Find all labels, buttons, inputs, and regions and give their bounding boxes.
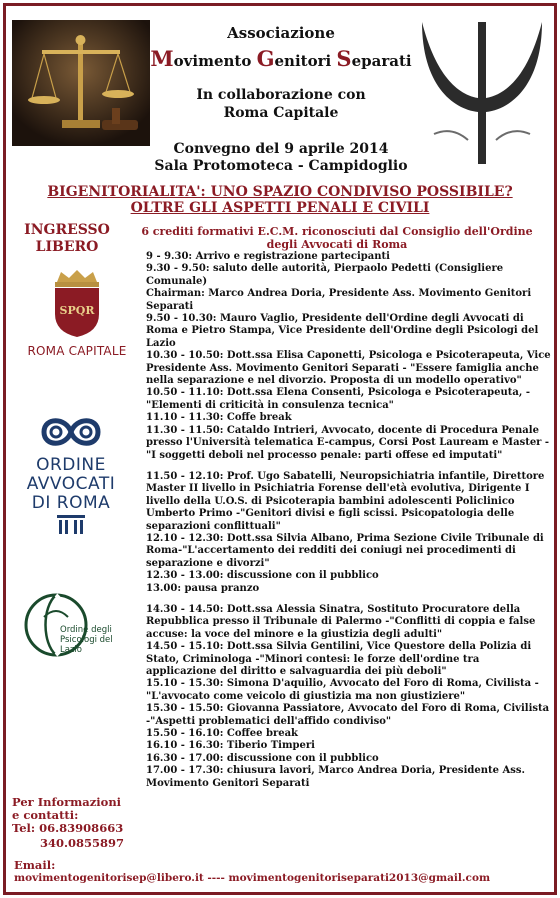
program-item: 16.30 - 17.00: discussione con il pubblico xyxy=(146,752,379,764)
program-item: 17.00 - 17.30: chiusura lavori, Marco Andrea Doria, Presidente Ass. Movimento Genitori Separati xyxy=(146,765,525,789)
email-label: Email: xyxy=(14,858,56,872)
ordine-avvocati-logo: ORDINE AVVOCATI DI ROMA xyxy=(16,412,126,539)
program-item: 16.10 - 16.30: Tiberio Timperi xyxy=(146,740,315,752)
ordine-psicologi-logo: Ordine degli Psicologi del Lazio xyxy=(22,587,122,667)
program-item: 15.10 - 15.30: Simona D'aquilio, Avvocato del Foro di Roma, Civilista -"L'avvocato come veicolo di giustizia ma non giustiziere" xyxy=(146,678,539,702)
knot-icon xyxy=(36,412,106,452)
program-item: 12.10 - 12.30: Dott.ssa Silvia Albano, Prima Sezione Civile Tribunale di Roma-"L'accertamento dei redditi dei coniugi nei procedimenti di separazione e divorzi" xyxy=(146,532,544,569)
collaboration-text: In collaborazione con Roma Capitale xyxy=(196,87,366,121)
program-item: 12.30 - 13.00: discussione con il pubblico xyxy=(146,570,379,582)
event-title: BIGENITORIALITA': UNO SPAZIO CONDIVISO POSSIBILE? OLTRE GLI ASPETTI PENALI E CIVILI xyxy=(47,184,513,216)
fasces-icon xyxy=(51,513,91,535)
justice-scales-image xyxy=(12,20,150,146)
program-item: 15.50 - 16.10: Coffee break xyxy=(146,728,298,740)
program-list xyxy=(146,251,552,790)
program-item: 14.50 - 15.10: Dott.ssa Silvia Gentilini, Vice Questore della Polizia di Stato, Criminologa -"Minori contesi: le forze dell'ordine tra applicazione del diritto e salvaguardia dei più deboli" xyxy=(146,641,532,677)
roma-shield-icon xyxy=(47,270,107,338)
spacer xyxy=(146,462,552,471)
program-item: 14.30 - 14.50: Dott.ssa Alessia Sinatra, Sostituto Procuratore della Repubblica presso il Tribunale di Palermo -"Conflitti di coppia e false accuse: la voce del minore e la giustizia degli adulti" xyxy=(146,603,536,640)
program-item: 10.50 - 11.10: Dott.ssa Elena Consenti, Psicologa e Psicoterapeuta, -"Elementi di criticità in consulenza tecnica" xyxy=(146,387,530,411)
association-name: Movimento Genitori Separati xyxy=(150,46,412,71)
program-item: 9 - 9.30: Arrivo e registrazione partecipanti xyxy=(146,251,390,262)
program-item: 13.00: pausa pranzo xyxy=(146,582,260,594)
program-item: Chairman: Marco Andrea Doria, Presidente Ass. Movimento Genitori Separati xyxy=(146,288,532,312)
program-item: 11.10 - 11.30: Coffe break xyxy=(146,412,292,424)
program-item: 10.30 - 10.50: Dott.ssa Elisa Caponetti, Psicologa e Psicoterapeuta, Vice Presidente Ass. Movimento Genitori Separati - "Essere famiglia anche nella separazione e nel divorzio. Proposta di un modello operativo" xyxy=(146,350,551,387)
ecm-credits-note: 6 crediti formativi E.C.M. riconosciuti dal Consiglio dell'Ordine degli Avvocati di Roma xyxy=(141,225,533,251)
program-item: 9.50 - 10.30: Mauro Vaglio, Presidente dell'Ordine degli Avvocati di Roma e Pietro Stampa, Vice Presidente dell'Ordine degli Psicologi del Lazio xyxy=(146,313,539,349)
psi-logo-image xyxy=(412,14,552,164)
program-item: 11.50 - 12.10: Prof. Ugo Sabatelli, Neuropsichiatria infantile, Direttore Master II livello in Psichiatria Forense dell'età evolutiva, Dirigente I livello della U.O.S. di Psicoterapia bambini adolescenti Policlinico Umberto Primo -"Genitori divisi e figli scissi. Psicopatologia delle separazioni conflittuali" xyxy=(146,470,545,532)
spacer xyxy=(146,595,552,604)
conference-info: Convegno del 9 aprile 2014 Sala Protomoteca - Campidoglio xyxy=(154,141,408,174)
association-label: Associazione xyxy=(227,24,335,42)
phone-number[interactable]: Tel: 06.83908663 xyxy=(12,821,124,835)
roma-capitale-logo: SPQR ROMA CAPITALE xyxy=(22,270,132,360)
free-entry-label: INGRESSO LIBERO xyxy=(24,222,110,255)
email-addresses[interactable]: movimentogenitorisep@libero.it ---- movimentogenitoriseparati2013@gmail.com xyxy=(14,872,491,884)
program-item: 15.30 - 15.50: Giovanna Passiatore, Avvocato del Foro di Roma, Civilista -"Aspetti problematici dell'affido condiviso" xyxy=(146,703,550,727)
program-item: 9.30 - 9.50: saluto delle autorità, Pierpaolo Pedetti (Consigliere Comunale) xyxy=(146,263,504,287)
phone-number[interactable]: 340.0855897 xyxy=(40,836,125,850)
svg-text:SPQR: SPQR xyxy=(59,304,95,317)
program-item: 11.30 - 11.50: Cataldo Intrieri, Avvocato, docente di Procedura Penale presso l'Università telematica E-campus, Corsi Post Lauream e Master - "I soggetti deboli nel processo penale: parti offese ed imputati" xyxy=(146,424,550,461)
contact-info: Per Informazioni e contatti: Tel: 06.83908663 340.0855897 xyxy=(12,796,132,850)
